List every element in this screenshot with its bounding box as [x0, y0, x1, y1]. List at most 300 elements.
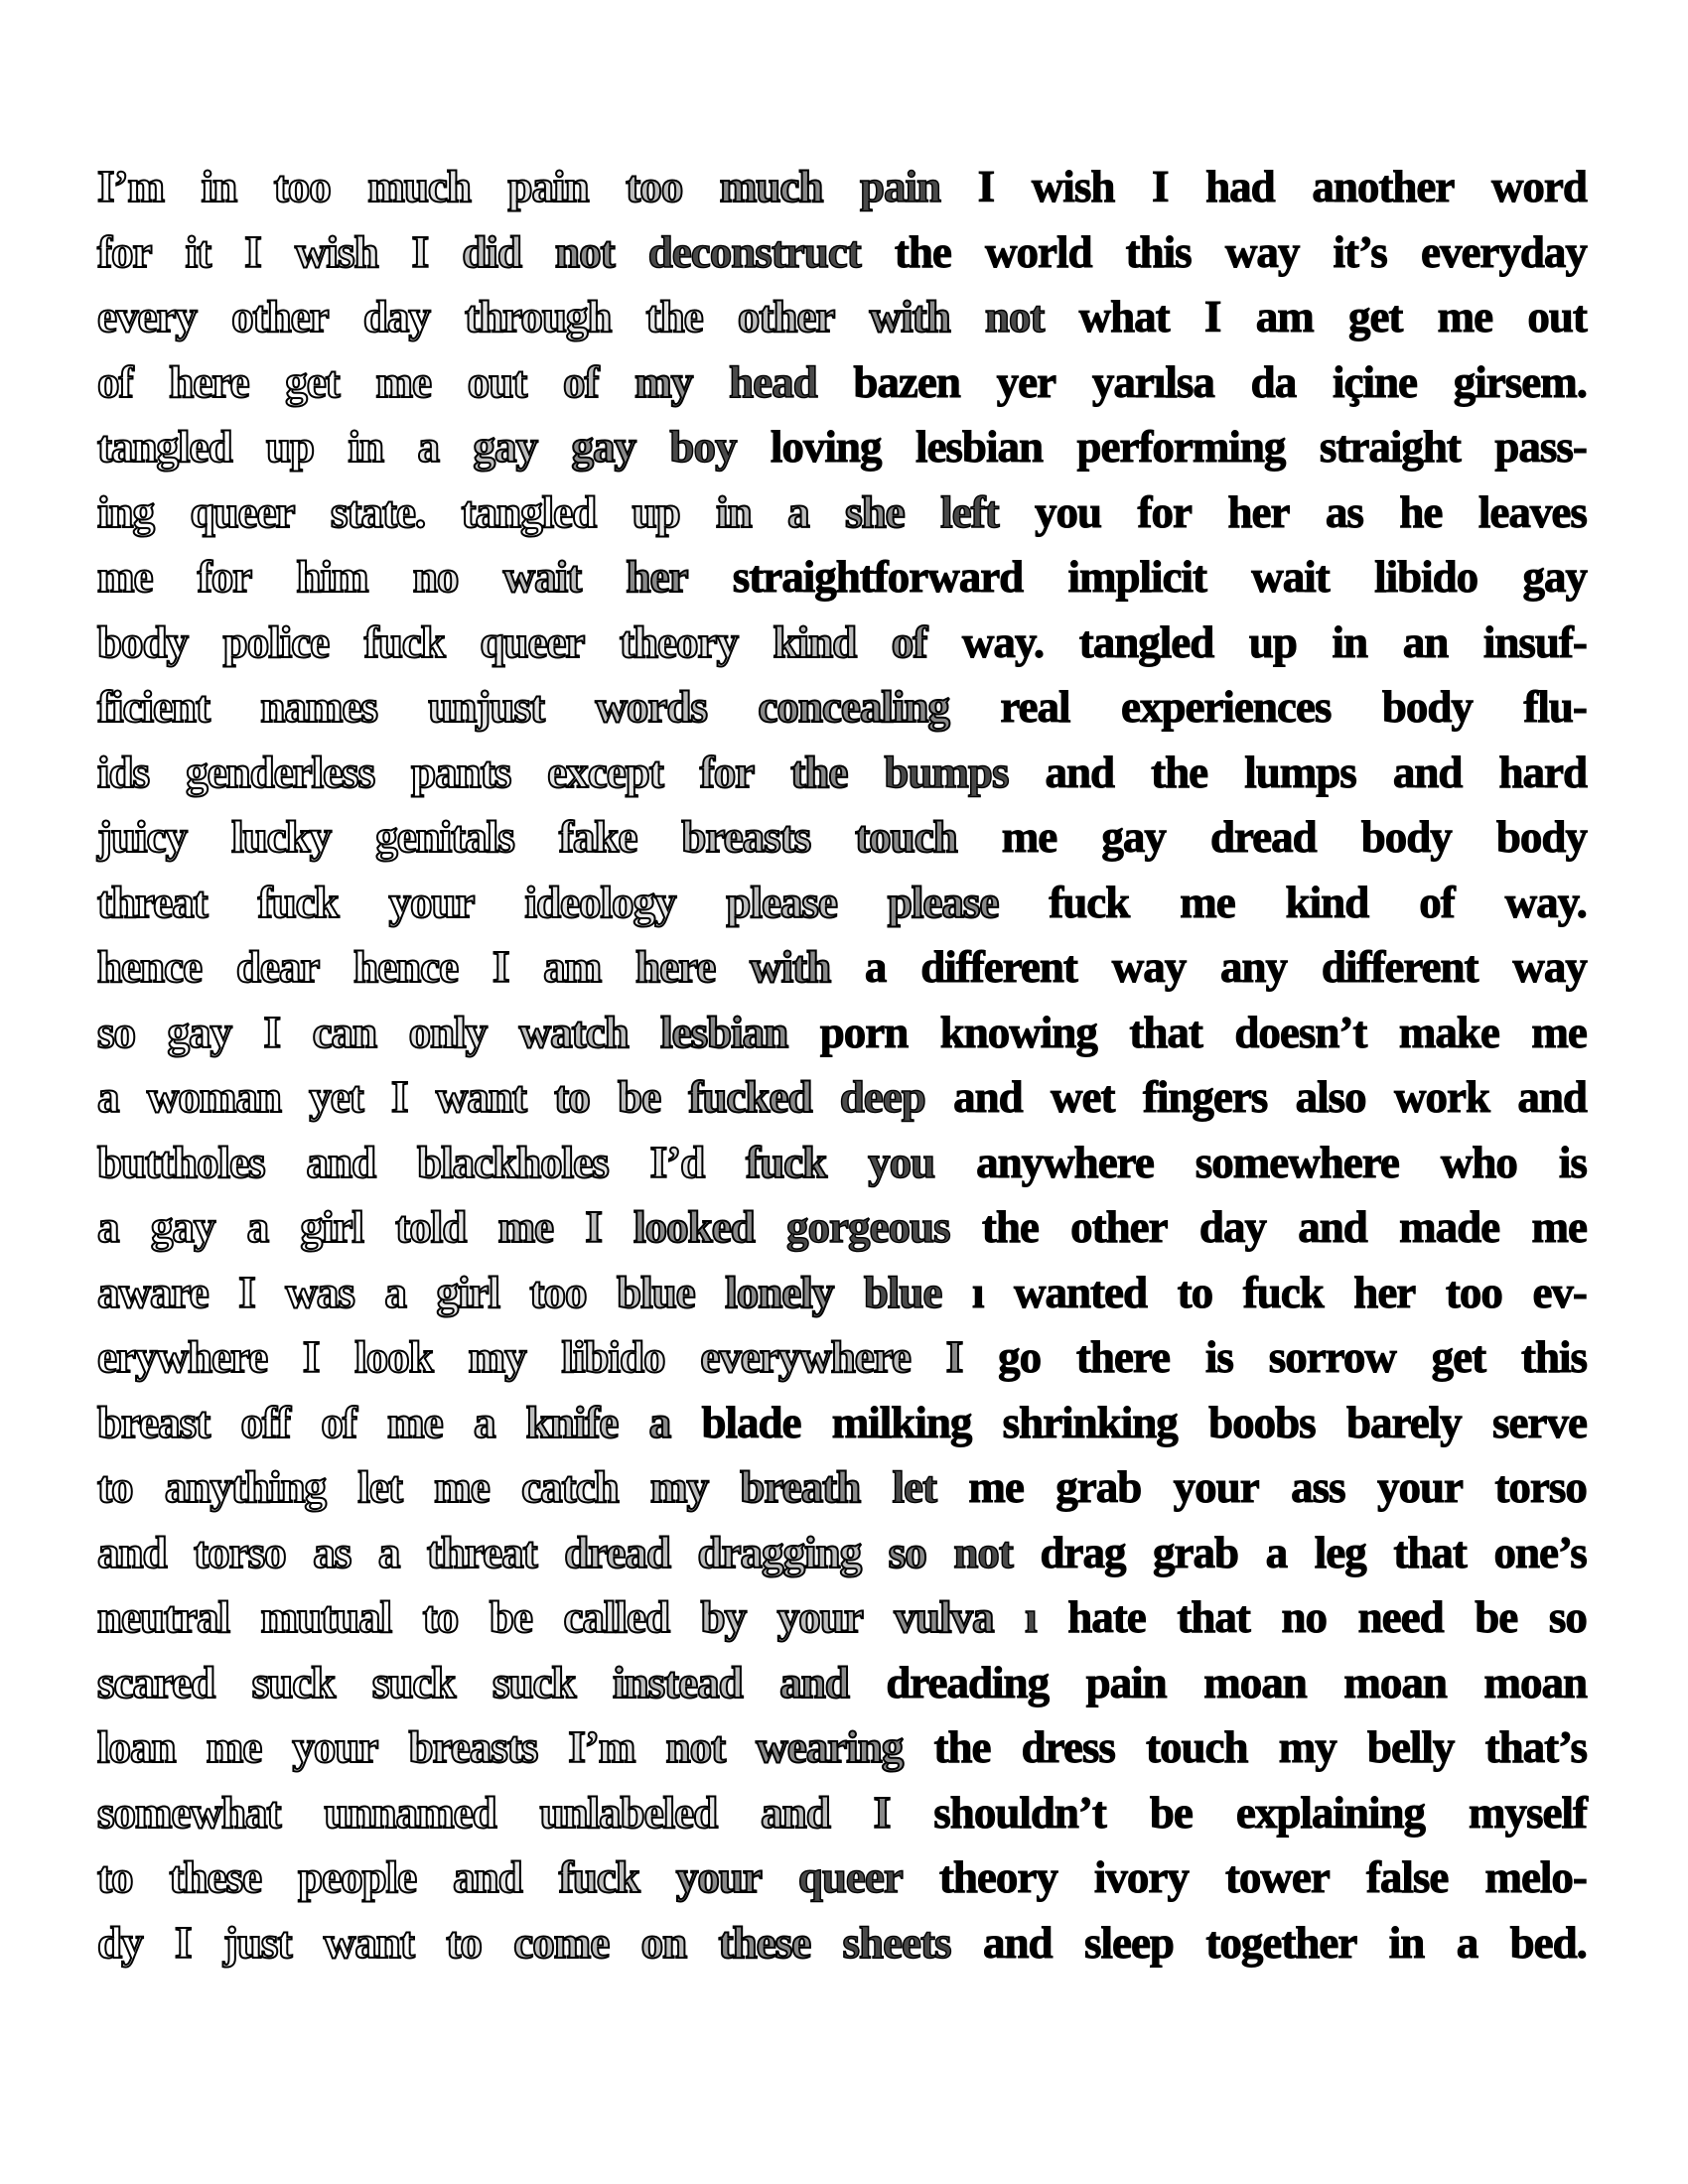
- poem-word: fuck: [257, 877, 339, 927]
- poem-word: told: [395, 1202, 467, 1252]
- poem-word: and: [453, 1852, 522, 1902]
- poem-word: erywhere: [97, 1332, 268, 1382]
- poem-word: implicit: [1067, 552, 1206, 602]
- poem-word: the: [894, 226, 951, 277]
- poem-word: another: [1312, 162, 1455, 211]
- poem-word: fuck: [1242, 1267, 1324, 1317]
- poem-word: aware: [97, 1267, 209, 1317]
- poem-word: girl: [436, 1267, 499, 1317]
- poem-word: grab: [1153, 1527, 1239, 1577]
- poem-word: genitals: [375, 812, 514, 862]
- poem-word: unjust: [428, 682, 544, 732]
- poem-word: suck: [492, 1657, 576, 1707]
- poem-line: [97, 350, 1587, 416]
- poem-word: anything: [164, 1462, 326, 1512]
- poem-word: up: [632, 486, 680, 537]
- poem-word: and: [982, 1917, 1053, 1968]
- poem-word: that’s: [1484, 1722, 1587, 1772]
- poem-word: bumps: [884, 747, 1009, 797]
- poem-word: body: [1360, 812, 1452, 862]
- poem-line: [97, 220, 1587, 286]
- poem-word: left: [940, 486, 999, 537]
- poem-word: performing: [1076, 422, 1286, 472]
- poem-word: the: [933, 1722, 991, 1772]
- poem-word: so: [97, 1007, 136, 1057]
- poem-word: I: [244, 226, 261, 277]
- poem-word: me: [434, 1462, 490, 1512]
- poem-word: to: [97, 1852, 133, 1902]
- poem-word: pass-: [1494, 422, 1587, 472]
- poem-word: an: [1402, 616, 1449, 667]
- poem-word: my: [468, 1332, 526, 1382]
- poem-word: dread: [1209, 812, 1317, 862]
- poem-word: knowing: [939, 1007, 1097, 1057]
- poem-word: one’s: [1493, 1527, 1587, 1577]
- poem-line: [97, 285, 1587, 350]
- poem-word: ids: [97, 747, 150, 797]
- poem-word: she: [845, 486, 905, 537]
- poem-word: not: [953, 1527, 1013, 1577]
- poem-word: way.: [1504, 877, 1587, 927]
- poem-line: [97, 1651, 1587, 1716]
- poem-word: theory: [619, 616, 738, 667]
- poem-word: police: [222, 616, 330, 667]
- poem-word: pain: [1085, 1657, 1167, 1707]
- poem-word: neutral: [97, 1592, 229, 1642]
- poem-word: in: [716, 486, 752, 537]
- poem-word: too: [529, 1267, 587, 1317]
- poem-word: me: [1531, 1202, 1587, 1252]
- poem-word: suck: [371, 1657, 456, 1707]
- poem-word: a: [864, 942, 887, 992]
- poem-word: me: [206, 1722, 262, 1772]
- poem-word: as: [1325, 486, 1363, 537]
- poem-word: people: [298, 1852, 417, 1902]
- poem-word: here: [635, 942, 716, 992]
- poem-word: breasts: [681, 812, 811, 862]
- poem-body: [97, 155, 1587, 1976]
- poem-word: genderless: [186, 747, 375, 797]
- poem-line: [97, 415, 1587, 480]
- poem-word: so: [1548, 1592, 1587, 1642]
- poem-word: mutual: [260, 1592, 392, 1642]
- poem-word: of: [891, 616, 927, 667]
- poem-word: wanted: [1014, 1267, 1148, 1317]
- poem-word: be: [618, 1072, 661, 1122]
- poem-word: except: [547, 747, 663, 797]
- poem-word: kind: [1285, 877, 1369, 927]
- poem-word: concealing: [758, 682, 949, 732]
- poem-word: of: [321, 1397, 356, 1447]
- poem-word: içine: [1332, 356, 1417, 407]
- poem-word: blue: [617, 1267, 695, 1317]
- poem-word: these: [169, 1852, 262, 1902]
- poem-word: this: [1520, 1332, 1587, 1382]
- poem-word: need: [1357, 1592, 1444, 1642]
- poem-word: lumps: [1244, 747, 1356, 797]
- poem-word: girl: [300, 1202, 363, 1252]
- poem-word: of: [1419, 877, 1455, 927]
- poem-word: I: [174, 1917, 192, 1968]
- poem-word: let: [357, 1462, 402, 1512]
- poem-word: real: [1000, 682, 1070, 732]
- poem-word: juicy: [97, 812, 187, 862]
- poem-word: my: [1278, 1722, 1336, 1772]
- poem-word: insuf-: [1482, 616, 1587, 667]
- poem-line: [97, 871, 1587, 936]
- poem-word: porn: [819, 1007, 909, 1057]
- poem-line: [97, 155, 1587, 220]
- poem-word: is: [1204, 1332, 1233, 1382]
- poem-word: go: [998, 1332, 1042, 1382]
- poem-word: body: [1495, 812, 1587, 862]
- poem-word: of: [563, 356, 599, 407]
- poem-word: breasts: [408, 1722, 538, 1772]
- poem-line: [97, 1391, 1587, 1456]
- poem-word: me: [97, 552, 153, 602]
- poem-word: in: [1388, 1917, 1425, 1968]
- poem-word: for: [97, 226, 152, 277]
- poem-word: had: [1205, 162, 1275, 211]
- poem-word: your: [1173, 1462, 1259, 1512]
- poem-word: fuck: [363, 616, 445, 667]
- poem-word: false: [1365, 1852, 1449, 1902]
- poem-word: with: [750, 942, 831, 992]
- poem-word: me: [1180, 877, 1235, 927]
- poem-word: sorrow: [1268, 1332, 1396, 1382]
- poem-word: and: [1517, 1072, 1587, 1122]
- poem-word: I: [302, 1332, 320, 1382]
- poem-word: is: [1558, 1137, 1587, 1187]
- poem-word: milking: [831, 1397, 972, 1447]
- poem-word: catch: [521, 1462, 619, 1512]
- poem-word: a: [384, 1267, 406, 1317]
- poem-word: a: [97, 1072, 119, 1122]
- poem-word: what: [1078, 292, 1170, 341]
- poem-word: get: [1347, 292, 1403, 341]
- poem-word: my: [650, 1462, 709, 1512]
- poem-word: I: [1203, 292, 1221, 341]
- poem-word: way: [1224, 226, 1300, 277]
- poem-word: wait: [1251, 552, 1330, 602]
- poem-word: way: [1111, 942, 1187, 992]
- poem-word: other: [231, 292, 329, 341]
- poem-word: moan: [1483, 1657, 1587, 1707]
- poem-word: come: [513, 1917, 610, 1968]
- poem-word: to: [97, 1462, 133, 1512]
- poem-line: [97, 1455, 1587, 1521]
- poem-word: as: [313, 1527, 352, 1577]
- poem-word: off: [240, 1397, 290, 1447]
- poem-word: am: [543, 942, 602, 992]
- poem-word: tangled: [461, 486, 597, 537]
- poem-word: names: [260, 682, 377, 732]
- poem-word: that: [1393, 1527, 1467, 1577]
- poem-word: on: [640, 1917, 687, 1968]
- poem-word: me: [1001, 812, 1057, 862]
- poem-word: fuck: [746, 1137, 827, 1187]
- poem-line: [97, 1521, 1587, 1586]
- poem-word: me: [497, 1202, 554, 1252]
- poem-word: other: [737, 292, 835, 341]
- poem-word: boobs: [1208, 1397, 1316, 1447]
- poem-word: theory: [938, 1852, 1057, 1902]
- poem-word: to: [554, 1072, 590, 1122]
- poem-word: be: [489, 1592, 532, 1642]
- poem-word: fucked: [688, 1072, 812, 1122]
- poem-word: way.: [961, 616, 1045, 667]
- poem-word: my: [634, 356, 693, 407]
- poem-word: ı: [971, 1267, 984, 1317]
- poem-word: kind: [773, 616, 857, 667]
- poem-word: threat: [427, 1527, 537, 1577]
- poem-word: look: [354, 1332, 433, 1382]
- poem-word: moan: [1203, 1657, 1307, 1707]
- poem-word: every: [97, 292, 197, 341]
- poem-word: out: [1527, 292, 1587, 341]
- poem-word: deconstruct: [647, 226, 861, 277]
- poem-word: any: [1220, 942, 1288, 992]
- poem-word: tangled: [1078, 616, 1214, 667]
- poem-word: and: [779, 1657, 849, 1707]
- poem-word: for: [699, 747, 755, 797]
- poem-word: for: [1137, 486, 1192, 537]
- poem-line: [97, 1715, 1587, 1781]
- poem-word: her: [1227, 486, 1290, 537]
- poem-word: buttholes: [97, 1137, 265, 1187]
- poem-line: [97, 741, 1587, 806]
- poem-line: [97, 1261, 1587, 1326]
- poem-word: please: [887, 877, 999, 927]
- poem-word: hence: [353, 942, 459, 992]
- poem-word: ivory: [1093, 1852, 1189, 1902]
- poem-word: hard: [1498, 747, 1587, 797]
- poem-word: other: [1070, 1202, 1168, 1252]
- poem-word: world: [985, 226, 1092, 277]
- poem-word: gay: [473, 422, 537, 472]
- poem-word: your: [776, 1592, 863, 1642]
- poem-word: get: [285, 356, 340, 407]
- poem-word: up: [1248, 616, 1297, 667]
- poem-word: he: [1399, 486, 1443, 537]
- poem-word: a: [648, 1397, 671, 1447]
- poem-line: [97, 1195, 1587, 1261]
- poem-word: dy: [97, 1917, 143, 1968]
- poem-word: made: [1399, 1202, 1500, 1252]
- poem-word: girsem.: [1453, 356, 1587, 407]
- poem-word: a: [97, 1202, 119, 1252]
- poem-word: your: [388, 877, 475, 927]
- poem-word: tower: [1224, 1852, 1330, 1902]
- poem-word: deep: [839, 1072, 925, 1122]
- poem-word: torso: [194, 1527, 286, 1577]
- poem-word: dear: [235, 942, 320, 992]
- poem-word: hate: [1067, 1592, 1146, 1642]
- poem-word: I: [263, 1007, 281, 1057]
- poem-word: wish: [1031, 162, 1115, 211]
- poem-word: ficient: [97, 682, 210, 732]
- poem-word: want: [435, 1072, 526, 1122]
- poem-word: libido: [561, 1332, 665, 1382]
- poem-word: different: [1321, 942, 1478, 992]
- poem-word: fuck: [1049, 877, 1130, 927]
- poem-word: yet: [309, 1072, 363, 1122]
- poem-word: pain: [507, 162, 589, 211]
- poem-word: and: [306, 1137, 376, 1187]
- poem-word: this: [1125, 226, 1192, 277]
- poem-word: make: [1398, 1007, 1499, 1057]
- poem-word: day: [362, 292, 430, 341]
- poem-word: and: [761, 1787, 830, 1838]
- poem-line: [97, 545, 1587, 611]
- poem-word: me: [968, 1462, 1024, 1512]
- poem-word: queer: [797, 1852, 903, 1902]
- poem-word: called: [563, 1592, 670, 1642]
- poem-word: I’m: [568, 1722, 635, 1772]
- poem-word: you: [868, 1137, 935, 1187]
- poem-word: just: [222, 1917, 292, 1968]
- poem-word: in: [348, 422, 384, 472]
- poem-word: me: [387, 1397, 443, 1447]
- poem-word: state.: [330, 486, 426, 537]
- poem-word: wearing: [756, 1722, 904, 1772]
- poem-word: knife: [525, 1397, 619, 1447]
- poem-word: words: [595, 682, 707, 732]
- poem-word: did: [462, 226, 521, 277]
- poem-word: watch: [518, 1007, 629, 1057]
- poem-word: woman: [146, 1072, 281, 1122]
- poem-word: with: [869, 292, 950, 341]
- poem-word: loving: [770, 422, 882, 472]
- poem-word: loan: [97, 1722, 176, 1772]
- poem-word: can: [312, 1007, 377, 1057]
- poem-word: gay: [1522, 552, 1587, 602]
- poem-word: a: [473, 1397, 495, 1447]
- poem-line: [97, 1131, 1587, 1196]
- poem-line: [97, 1911, 1587, 1977]
- poem-word: looked: [633, 1202, 755, 1252]
- poem-word: ev-: [1532, 1267, 1587, 1317]
- poem-word: in: [1332, 616, 1368, 667]
- poem-word: you: [1035, 486, 1102, 537]
- poem-word: anywhere: [976, 1137, 1154, 1187]
- poem-word: so: [888, 1527, 926, 1577]
- poem-word: gorgeous: [786, 1202, 950, 1252]
- poem-word: these: [718, 1917, 811, 1968]
- poem-word: different: [920, 942, 1077, 992]
- poem-word: too: [273, 162, 331, 211]
- poem-word: moan: [1343, 1657, 1447, 1707]
- poem-word: a: [1456, 1917, 1478, 1968]
- poem-word: shrinking: [1002, 1397, 1178, 1447]
- poem-word: ı: [1025, 1592, 1037, 1642]
- poem-word: myself: [1468, 1787, 1587, 1838]
- poem-word: that: [1177, 1592, 1250, 1642]
- poem-word: head: [729, 356, 817, 407]
- poem-word: ing: [97, 486, 155, 537]
- poem-word: work: [1394, 1072, 1490, 1122]
- poem-word: bed.: [1509, 1917, 1587, 1968]
- poem-line: [97, 1065, 1587, 1131]
- poem-word: not: [984, 292, 1045, 341]
- poem-word: and: [1392, 747, 1463, 797]
- poem-word: I: [411, 226, 429, 277]
- poem-word: a: [246, 1202, 269, 1252]
- poem-word: a: [1265, 1527, 1288, 1577]
- poem-word: here: [169, 356, 249, 407]
- poem-word: flu-: [1523, 682, 1587, 732]
- poem-word: blackholes: [417, 1137, 609, 1187]
- poem-word: day: [1198, 1202, 1266, 1252]
- poem-word: da: [1250, 356, 1297, 407]
- poem-word: leaves: [1477, 486, 1587, 537]
- poem-word: I: [585, 1202, 602, 1252]
- poem-word: be: [1149, 1787, 1193, 1838]
- poem-word: to: [422, 1592, 459, 1642]
- poem-word: I: [873, 1787, 891, 1838]
- poem-word: libido: [1374, 552, 1478, 602]
- poem-word: and: [953, 1072, 1023, 1122]
- poem-word: body: [97, 616, 189, 667]
- poem-line: [97, 935, 1587, 1001]
- poem-word: instead: [613, 1657, 743, 1707]
- poem-word: for: [197, 552, 252, 602]
- poem-word: up: [265, 422, 315, 472]
- poem-word: the: [790, 747, 848, 797]
- poem-word: it’s: [1333, 226, 1387, 277]
- poem-word: body: [1381, 682, 1473, 732]
- poem-word: leg: [1314, 1527, 1366, 1577]
- poem-word: to: [446, 1917, 482, 1968]
- poem-word: gay: [150, 1202, 215, 1252]
- poem-word: gay: [571, 422, 635, 472]
- poem-word: serve: [1492, 1397, 1587, 1447]
- poem-word: I: [977, 162, 995, 211]
- poem-line: [97, 805, 1587, 871]
- poem-word: too: [626, 162, 683, 211]
- poem-word: yarılsa: [1091, 356, 1214, 407]
- poem-word: her: [1353, 1267, 1416, 1317]
- poem-word: I: [238, 1267, 255, 1317]
- poem-word: wet: [1051, 1072, 1115, 1122]
- poem-word: torso: [1494, 1462, 1587, 1512]
- poem-word: was: [285, 1267, 354, 1317]
- poem-word: ideology: [524, 877, 676, 927]
- poem-line: [97, 611, 1587, 676]
- poem-word: bazen: [853, 356, 960, 407]
- poem-word: way: [1512, 942, 1587, 992]
- poem-word: lesbian: [660, 1007, 788, 1057]
- poem-word: unlabeled: [539, 1787, 718, 1838]
- poem-word: tangled: [97, 422, 232, 472]
- poem-word: drag: [1040, 1527, 1126, 1577]
- poem-word: dragging: [697, 1527, 862, 1577]
- poem-word: boy: [669, 422, 737, 472]
- poem-word: not: [555, 226, 615, 277]
- poem-line: [97, 675, 1587, 741]
- poem-word: experiences: [1120, 682, 1332, 732]
- poem-word: your: [1377, 1462, 1464, 1512]
- poem-word: I: [945, 1332, 963, 1382]
- poem-word: me: [375, 356, 431, 407]
- poem-word: the: [1151, 747, 1208, 797]
- poem-word: dread: [564, 1527, 670, 1577]
- poem-word: too: [1445, 1267, 1502, 1317]
- poem-word: I: [492, 942, 509, 992]
- poem-word: her: [626, 552, 688, 602]
- poem-word: am: [1255, 292, 1314, 341]
- poem-word: belly: [1366, 1722, 1455, 1772]
